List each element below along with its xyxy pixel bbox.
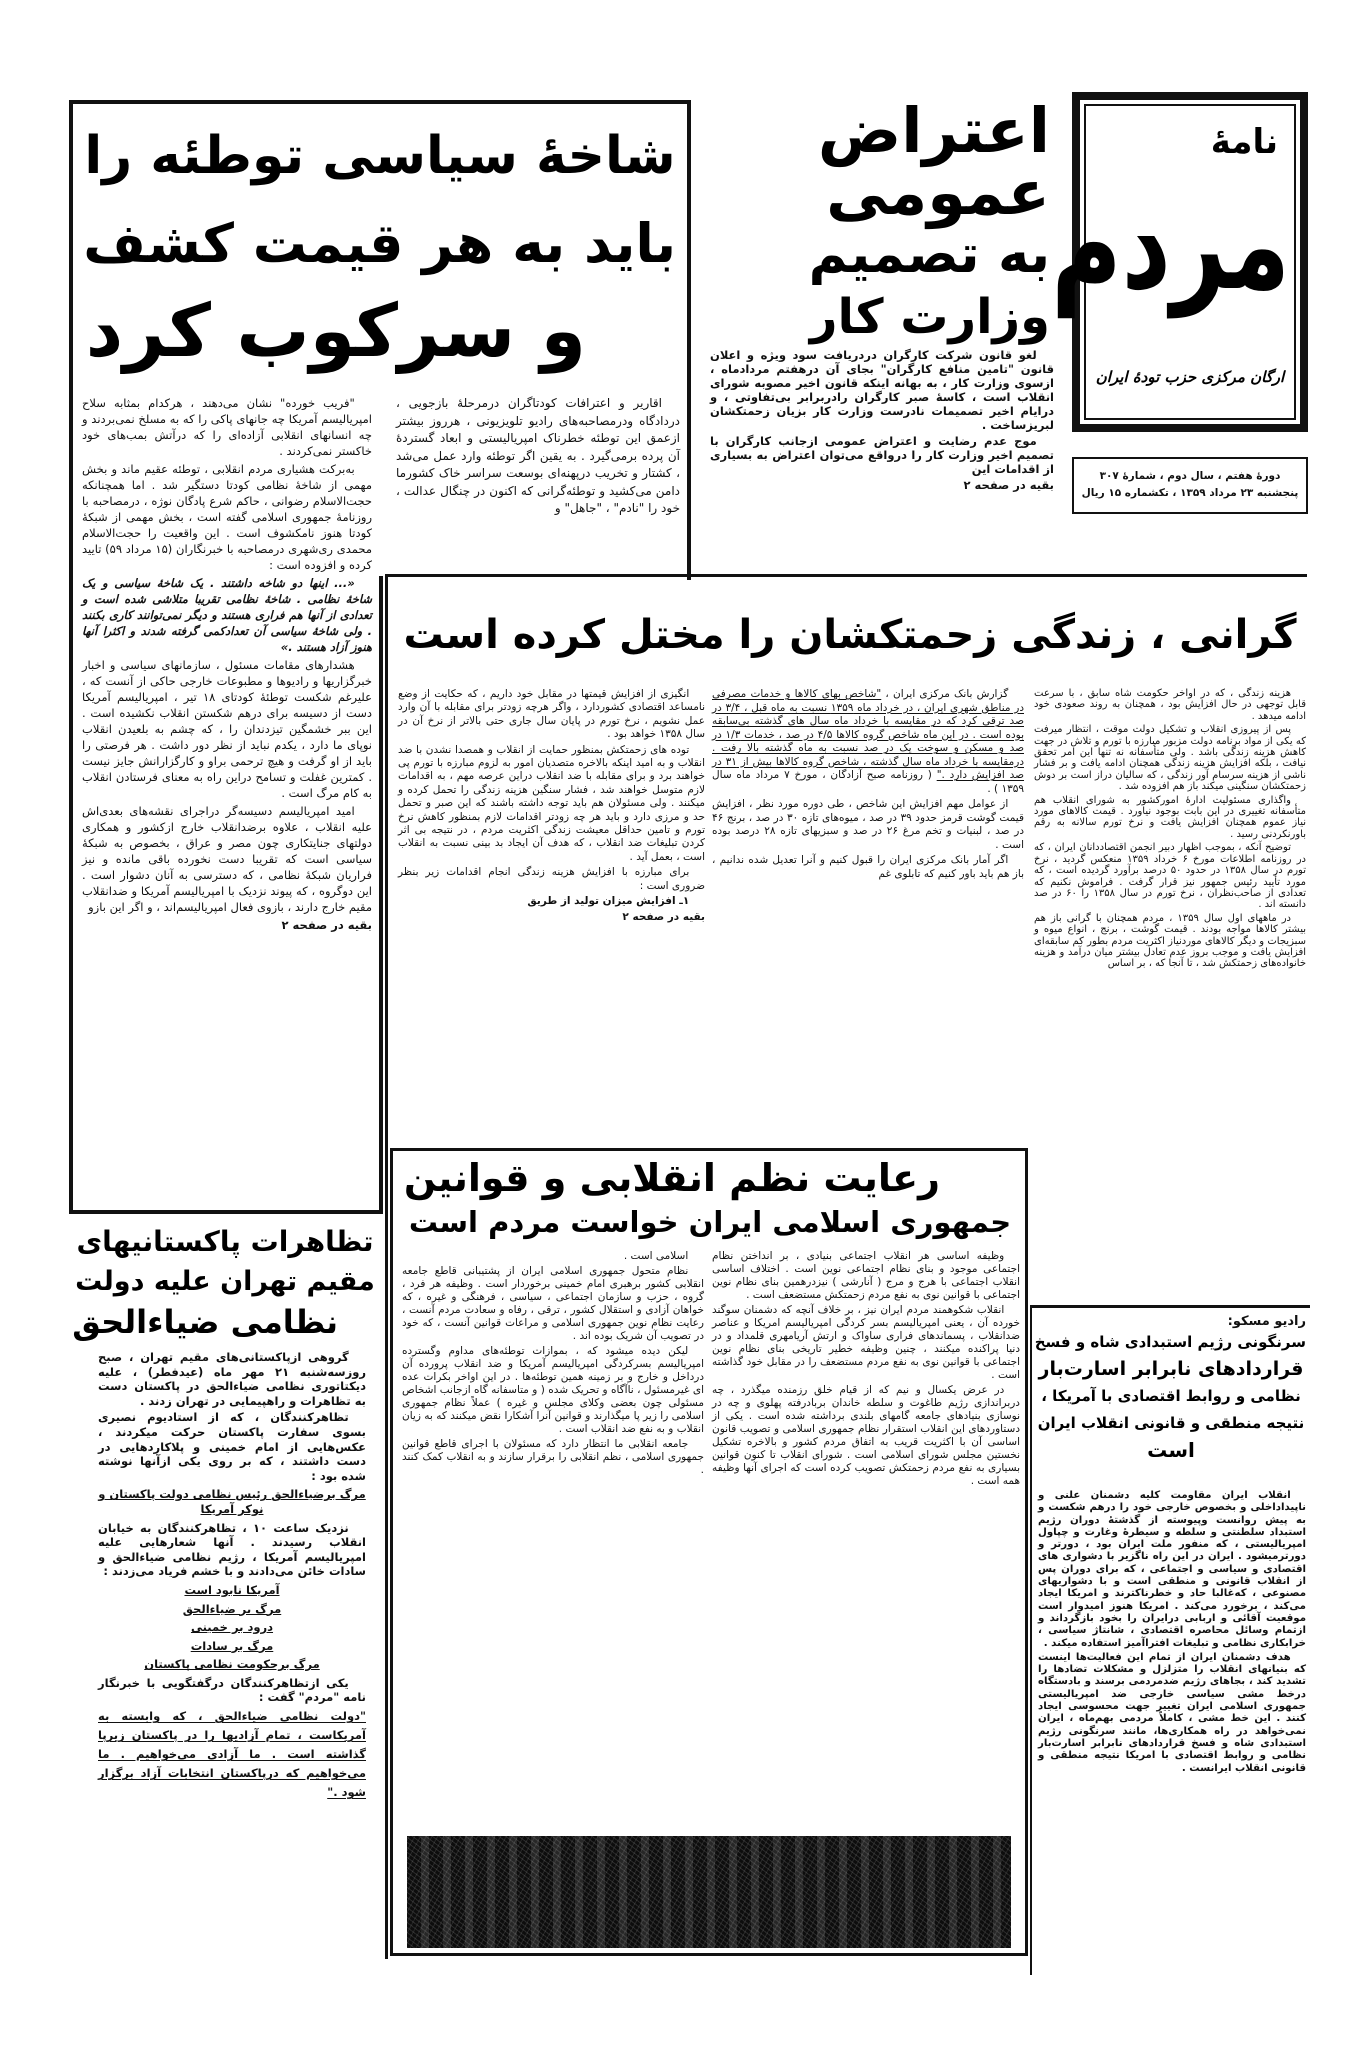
- labor-headline-line: عمومی: [826, 156, 1050, 229]
- continued-link[interactable]: بقیه در صفحه ۲: [963, 478, 1054, 492]
- pakistan-headline-line: نظامی ضیاءالحق: [72, 1303, 338, 1341]
- masthead-subtitle: ارگان مرکزی حزب تودهٔ ایران: [1095, 368, 1285, 386]
- coup-quote: «... اینها دو شاخه داشتند . یک شاخهٔ سیاسی و یک شاخهٔ نظامی . شاخهٔ نظامی تقریبا متلاشی شده است و تعدادی از آنها هم فراری هستند و دیگر نمی‌توانند کاری بکنند . ولی شاخهٔ سیاسی آن تعدادکمی گرفته شدند و اکثرا آنها هنوز آزاد هستند .»: [82, 576, 372, 654]
- prices-paragraph: اگر آمار بانک مرکزی ایران را قبول کنیم و آنرا تعدیل شده ندانیم ، باز هم باید باور کنیم که تابلوی غم: [712, 854, 1024, 880]
- coup-paragraph: امید امپریالیسم دسیسه‌گر دراجرای نقشه‌های بعدی‌اش علیه انقلاب ، علاوه برضدانقلاب خارج ازکشور و همکاری دولتهای جنایتکاری چون مصر و عراق ، بخصوص به شبکهٔ سیاسی است که تقریبا دست نخورده باقی مانده و نیز فراریان شبکهٔ نظامی ، که دسترسی به آنان دشوار است . این دوگروه ، که پیوند نزدیک با امپریالیسم آمریکا و ضدانقلاب مقیم خارج دارند ، بازوی فعال امپریالیسم‌اند ، و اگر این بازو: [82, 804, 372, 914]
- pakistan-quote: "دولت نظامی ضیاءالحق ، که وابسته به آمریکاست ، تمام آزادیها را در پاکستان زیرپا گذاشته است . ما آزادی می‌خواهیم . ما می‌خواهیم که درپاکستان انتخابات آزاد برگزار شود .": [98, 1709, 366, 1800]
- order-paragraph: در عرض یکسال و نیم که از قیام خلق رزمنده میگذرد ، چه دربراندازی رژیم طاغوت و سلطه خاندان بربادرفته پهلوی و چه در نوسازی بنیادهای جامعه گامهای بلندی برداشته شده است . یکی از دستاوردهای این انقلاب استقرار نظام جمهوری اسلامی و تصویب قانون اساسی آن با اکثریت قریب به اتفاق مردم کشور و بالاخره تشکیل نخستین مجلس شورای اسلامی است . شورای انقلاب تا کنون قوانین بسیاری به نفع مردم زحمتکش تصویب کرده است که اجرای آنها وظیفه همه است .: [712, 1384, 1020, 1487]
- prices-bank-intro: گزارش بانک مرکزی ایران ،: [881, 688, 1009, 700]
- article-labor: [706, 94, 1058, 565]
- moscow-paragraph: انقلاب ایران مقاومت کلیه دشمنان علنی و ناپیداداخلی و بخصوص خارجی خود را درهم شکست و به پیش روانست وپیوسته از گذشتهٔ دوران رژیم استبداد سلطنتی و سلطه و سیطرهٔ وغارت و چپاول امپریالیستی ، که منفور ملت ایران بود ، دورتر و دورترمیشود . ایران در این راه ناگزیر با دشواری های اقتصادی و سیاسی و اجتماعی ، که برای دوران پس از انقلاب قانونی و منطقی است و با دشواریهای مصنوعی ، که‌غالبا حاد و خطرناکترند و امریکا ایجاد می‌کند ، برخورد می‌کند . امریکا هنوز امیدوار است موقعیت آقائی و اربابی درایران را بخود بازگرداند و ازتمام وسائل محاصره اقتصادی ، شانتاژ سیاسی ، خرابکاری نظامی و تبلیغات افتراآمیز استفاده میکند .: [1038, 1490, 1306, 1649]
- moscow-headline-line: است: [1147, 1438, 1195, 1462]
- moscow-headline-line: نتیجه منطقی و قانونی انقلاب ایران: [1037, 1414, 1305, 1432]
- masthead-logo: [1051, 92, 1308, 432]
- prices-bank-report: [712, 688, 1024, 796]
- moscow-kicker: رادیو مسکو:: [1227, 1314, 1306, 1329]
- prices-paragraph: از عوامل مهم افزایش این شاخص ، طی دوره مورد نظر ، افزایش قیمت گوشت قرمز حدود ۳۹ در صد ، میوه‌های تازه ۳۰ در صد ، برنج ۴۶ در صد ، لبنیات و تخم مرغ ۲۶ در صد و سبزیهای تازه ۲۸ درصد بوده است .: [712, 798, 1025, 851]
- prices-paragraph: توضیح آنکه ، بموجب اظهار دبیر انجمن اقتصاددانان ایران ، که در روزنامه اطلاعات مورخ ۶ خرداد ۱۳۵۹ منعکس گردید ، نرخ تورم در سال ۱۳۵۸ در حدود ۵۰ درصد برآورد گردیده است ، که مورد تأیید رئیس جمهور نیز قرار گرفت . فراموش نکنیم که تعدادی از صاحب‌نظران ، نرخ تورم در سال ۱۳۵۸ را ۶۰ در صد دانسته اند .: [1034, 842, 1306, 911]
- pakistan-headline-line: تظاهرات پاکستانیهای: [76, 1225, 374, 1258]
- coup-headline-line: شاخهٔ سیاسی توطئه را: [84, 126, 676, 186]
- order-paragraph: جامعه انقلابی ما انتظار دارد که مسئولان با اجرای قاطع قوانین جمهوری اسلامی ، نظم انقلابی را برقرار سازند و به انقلاب کمک کنند .: [402, 1438, 704, 1476]
- continued-link[interactable]: بقیه در صفحه ۲: [622, 910, 705, 923]
- divider: [385, 574, 388, 1959]
- labor-headline-line: اعتراض: [817, 94, 1050, 167]
- pakistan-slogan: مرگ بر سادات: [190, 1638, 274, 1653]
- prices-bank-quote: "شاخص بهای کالاها و خدمات مصرفی در مناطق شهری ایران ، در خرداد ماه ۱۳۵۹ نسبت به ماه قبل ، ۳/۴ در صد ترقی کرد که در مقایسه با خرداد ماه سال های گذشته بی‌سابقه بوده است . در این ماه شاخص گروه کالاها ۴/۵ در صد ، خدمات ۱/۳ در صد و مسکن و سوخت یک در صد نسبت به ماه گذشته بالا رفت . درمقایسه با خرداد ماه سال گذشته ، شاخص گروه کالاها بیش از ۳۱ در صد افزایش دارد .": [712, 688, 1025, 781]
- pakistan-paragraph: گروهی ازپاکستانی‌های مقیم تهران ، صبح روزسه‌شنبه ۲۱ مهر ماه (عیدفطر) ، علیه دیکتاتوری نظامی ضیاءالحق در پاکستان دست به تظاهرات و راهپیمایی در تهران زدند .: [98, 1350, 366, 1408]
- issue-info-box: [1072, 457, 1308, 514]
- issue-date-price: پنجشنبه ۲۳ مرداد ۱۳۵۹ ، تکشماره ۱۵ ریال: [1081, 487, 1299, 499]
- order-paragraph: وظیفه اساسی هر انقلاب اجتماعی بنیادی ، بر انداختن نظام اجتماعی موجود و بنای نظام اجتماعی نوین است . اختلاف اساسی انقلاب اجتماعی با هرج و مرج ( آنارشی ) نیزدرهمین بنای نظام نوین اجتماعی با قوانین نوی به نفع مردم زحمتکش مستضعف است .: [712, 1250, 1020, 1301]
- pakistan-slogan: آمریکا نابود است: [184, 1582, 280, 1597]
- pakistan-headline-line: مقیم تهران علیه دولت: [75, 1266, 375, 1297]
- order-paragraph: اسلامی است .: [623, 1250, 689, 1262]
- moscow-headline-line: سرنگونی رژیم استبدادی شاه و فسخ: [1034, 1333, 1306, 1351]
- pakistan-slogan: مرگ برحکومت نظامی پاکستان: [144, 1657, 320, 1672]
- prices-paragraph: واگذاری مسئولیت ادارهٔ امورکشور به شورای انقلاب هم متأسفانه تغییری در این بابت بوجود نیاورد . قیمت کالاهای مورد نیاز عموم همچنان افزایش یافت و نرخ تورم سالانه به رقم باورنکردنی رسید .: [1034, 794, 1306, 840]
- continued-link[interactable]: بقیه در صفحه ۲: [281, 918, 372, 932]
- divider: [1030, 1305, 1310, 1308]
- moscow-headline-line: نظامی و روابط اقتصادی با آمریکا ،: [1041, 1387, 1301, 1405]
- prices-bank-source: ( روزنامه صبح آزادگان ، مورخ ۷ مرداد ماه سال ۱۳۵۹ ) .: [712, 769, 1024, 795]
- moscow-headline-line: قراردادهای نابرابر اسارت‌بار: [1038, 1358, 1304, 1380]
- order-paragraph: انقلاب شکوهمند مردم ایران نیز ، بر خلاف آنچه که دشمنان سوگند خورده آن ، یعنی امپریالیسم بسر کردگی امپریالیسم امریکا و عناصر ضدانقلاب ، پسماندهای فراری ساواک و ارتش آریامهری قلمداد و در دنیا پراکنده میکنند ، چنین وظیفه خطیر تاریخی بنای نظام نوین اجتماعی با قوانین نوی به نفع مردم مستضعف را در مقابل خود گذاشته است .: [712, 1304, 1020, 1381]
- pakistan-placard: مرگ برضیاءالحق رئیس نظامی دولت پاکستان و نوکر آمریکا: [98, 1487, 366, 1516]
- pakistan-paragraph: یکی ازتظاهرکنندگان درگفتگویی با خبرنگار نامه "مردم" گفت :: [98, 1675, 366, 1705]
- pakistan-slogan: مرگ بر ضیاءالحق: [182, 1601, 282, 1616]
- coup-paragraph: به‌برکت هشیاری مردم انقلابی ، توطئه عقیم ماند و بخش مهمی از شاخهٔ نظامی کودتا دستگیر شد . اما همچنانکه حجت‌الاسلام رضوانی ، حاکم شرع پادگان نوژه ، درمصاحبه با روزنامهٔ جمهوری اسلامی گفته است ، بخش مهمی از شبکهٔ کودتا هنوز نامکشوف است . این واقعیت را حجت‌الاسلام محمدی ری‌شهری درمصاحبه با خبرنگاران (۱۵ مرداد ۵۹) تایید کرده و افزوده است :: [82, 462, 372, 572]
- prices-headline: گرانی ، زندگی زحمتکشان را مختل کرده است: [403, 612, 1297, 658]
- issue-number: دورهٔ هفتم ، سال دوم ، شمارهٔ ۳۰۷: [1099, 470, 1281, 482]
- prices-paragraph: پس از پیروزی انقلاب و تشکیل دولت موقت ، انتظار میرفت که یکی از مواد برنامه دولت مزبور مبارزه با تورم و تلاش در جهت کاهش هزینه زندگی باشد . ولی متأسفانه نه تنها این امر تحقق نیافت ، بلکه افزایش هزینه زندگی همچنان ادامه یافت و بر فشار ناشی از هزینه سرسام آور زندگی ، که سالیان دراز است بر دوش زحمتکشان سنگینی میکند باز هم افزوده شد .: [1034, 724, 1306, 793]
- labor-headline-line: وزارت کار: [809, 289, 1050, 345]
- divider: [385, 574, 1307, 577]
- pakistan-paragraph: نزدیک ساعت ۱۰ ، تظاهرکنندگان به خیابان انقلاب رسیدند . آنها شعارهایی علیه امپریالیسم آمریکا ، رژیم نظامی ضیاءالحق و سادات خائن می‌دادند و با خشم فریاد می‌زدند :: [98, 1520, 366, 1579]
- moscow-paragraph: هدف دشمنان ایران از تمام این فعالیت‌ها اینست که بنیانهای انقلاب را متزلزل و مشکلات تضادها را تشدید کند ، بجاهای رژیم ضدمردمی برسند و بادستگاه درخط مشی سیاسی خارجی ضد امپریالیستی جمهوری اسلامی ایران تغییر جهت محسوسی ایجاد کنند . این خط مشی ، کاملاً مردمی بهم‌ماه ، ایران نمی‌خواهد در راه همکاری‌ها، مانند سرنگونی رژیم استبدادی شاه و فسخ قراردادهای نابرابر اسارت‌بار نظامی و روابط اقتصادی با امریکا نتیجه منطقی و قانونی انقلاب ایرانست .: [1038, 1651, 1306, 1774]
- order-headline-line: رعایت نظم انقلابی و قوانین: [403, 1156, 940, 1200]
- order-headline-line: جمهوری اسلامی ایران خواست مردم است: [408, 1205, 1012, 1239]
- masthead-name: مردم: [1051, 172, 1290, 318]
- coup-paragraph: اقاریر و اعترافات کودتاگران درمرحلهٔ بازجویی ، دردادگاه ودرمصاحبه‌های رادیو تلویزیونی ، هرروز بیشتر ازعمق این توطئه خطرناک امپریالیستی و ابعاد گستردهٔ آن پرده برمی‌گیرد . به یقین اگر توطئه وارد عمل می‌شد ، کشتار و تخریب درپهنه‌ای بوسعت سراسر خاک کشورما دامن می‌کشید و توطئه‌گرانی که اکنون در چنگال عدالت ، خود را "نادم" ، "جاهل" و: [396, 396, 680, 515]
- prices-paragraph: برای مبارزه با افزایش هزینه زندگی انجام اقدامات زیر بنظر ضروری است :: [398, 866, 705, 892]
- labor-paragraph: لغو قانون شرکت کارگران دردریافت سود ویژه و اعلان قانون "تامین منافع کارگران" بجای آن درهفتم مردادماه ، ازسوی وزارت کار ، به بهانه اینکه قانون اخیر مصوبه شورای انقلاب است ، کاسهٔ صبر کارگران رادربرابر بی‌تفاوتی ، و درایام اخیر تصمیمات نادرست وزارت کار بزیان زحمتکشان لبریزساخت .: [710, 348, 1054, 432]
- prices-paragraph: توده های زحمتکش بمنظور حمایت از انقلاب و همصدا نشدن با ضد انقلاب و به امید اینکه بالاخره متصدیان امور به لزوم مبارزه با تورم پی خواهند برد و برای مقابله با ضد انقلاب دراین عرصه مهم ، به اقدامات لازم متوسل خواهند شد ، فشار سنگین هزینه زندگی را تحمل کرده و میکنند . ولی مسئولان هم باید توجه داشته باشند که این صبر و تحمل حد و مرزی دارد و باید هر چه زودتر اقدامات لازم بمنظور کاهش نرخ تورم و تامین حداقل معیشت زندگی اکثریت مردم ، در نتیجه بی اثر کردن تبلیغات ضد انقلاب ، که هدف آن ایجاد بد بینی نسبت به انقلاب است ، بعمل آید .: [398, 743, 705, 863]
- coup-paragraph: "فریب خورده" نشان می‌دهند ، هرکدام بمثابه سلاح امپریالیسم آمریکا چه جانهای پاکی را که به مسلخ نمی‌بردند و چه انسانهای انقلابی آزاده‌ای را که درآتش بمب‌های خود خاکستر نمی‌کردند .: [82, 396, 372, 458]
- pakistan-slogan: درود بر خمینی: [190, 1620, 274, 1635]
- order-paragraph: لیکن دیده میشود که ، بموازات توطئه‌های مداوم وگسترده امپریالیسم بسرکردگی امپریالیسم آمریکا و ضد انقلاب پرورده آن درداخل و خارج و بر زمینه همین توطئه‌ها . در این اواخر بکرات عده ای غیرمسئول ، ناآگاه و تحریک شده ( و متاسفانه گاه ازجانب اشخاص مسئولی چون بعضی وکلای مجلس و غیره ) عملاً نظام جمهوری اسلامی را زیر پا میگذارند و قوانین آنرا آشکارا نقض میکنند که به زیان انقلاب و به نفع ضد انقلاب است .: [402, 1345, 704, 1435]
- news-photo: [407, 1836, 1011, 1948]
- labor-headline-line: به تصمیم: [808, 224, 1050, 285]
- order-paragraph: نظام متحول جمهوری اسلامی ایران از پشتیبانی قاطع جامعه انقلابی کشور برهبری امام خمینی برخوردار است . وظیفه هر فرد ، گروه ، حزب و سازمان اجتماعی ، سیاسی ، فرهنگی و غیره ، که خواهان آزادی و استقلال کشور ، ترقی ، رفاه و سعادت مردم آنست ، رعایت نظام نوین جمهوری اسلامی و مراعات قوانین آنست ، که خود در تصویب آن شریک بوده اند .: [402, 1265, 704, 1342]
- coup-headline-line: و سرکوب کرد: [85, 289, 586, 374]
- coup-headline-line: باید به هر قیمت کشف: [83, 212, 676, 275]
- labor-paragraph: موج عدم رضایت و اعتراض عمومی ازجانب کارگران با تصمیم اخیر وزارت کار را درواقع می‌توان اعتراض به بسیاری از اقدامات این: [710, 434, 1054, 476]
- prices-paragraph: ۱ـ افزایش میزان تولید از طریق: [527, 895, 690, 908]
- prices-paragraph: هزینه زندگی ، که در اواخر حکومت شاه سابق ، با سرعت قابل توجهی در حال افزایش بود ، همچنان به روند صعودی خود ادامه میدهد .: [1034, 688, 1306, 722]
- divider: [1030, 1305, 1032, 1975]
- prices-paragraph: در ماههای اول سال ۱۳۵۹ ، مردم همچنان با گرانی باز هم بیشتر کالاها مواجه بودند . قیمت گوشت ، برنج ، انواع میوه و سبزیجات و دیگر کالاهای موردنیاز اکثریت مردم بطور کم سابقه‌ای افزایش یافت و موجب بروز عدم تعادل بیشتر میان درآمد و هزینه خانواده‌های زحمتکش شد ، تا آنجا که ، بر اساس: [1034, 912, 1306, 970]
- pakistan-paragraph: تظاهرکنندگان ، که از استادیوم نصیری بسوی سفارت پاکستان حرکت میکردند ، عکس‌هایی از امام خمینی و پلاکاردهایی در دست داشتند ، که بر روی یکی ازآنها نوشته شده بود :: [98, 1410, 366, 1483]
- prices-paragraph: انگیزی از افزایش قیمتها در مقابل خود داریم ، که حکایت از وضع نامساعد اقتصادی کشوردارد ، واگر هرچه زودتر برای مقابله با آن وارد عمل نشویم ، نرخ تورم در پایان سال جاری حتی بالاتر از نرخ آن در سال ۱۳۵۸ خواهد بود .: [398, 688, 705, 741]
- masthead-name-top: نامهٔ: [1210, 122, 1278, 162]
- coup-paragraph: هشدارهای مقامات مسئول ، سازمانهای سیاسی و اخبار خبرگزاریها و رادیوها و مطبوعات خارجی حاکی از آنست که ، علیرغم شکست توطئهٔ کودتای ۱۸ تیر ، امپریالیسم آمریکا دست از دسیسه برای درهم شکستن انقلاب نکشیده است . این ببر خشمگین تیزدندان را ، که چشم به بلعیدن انقلاب نوپای ما دارد ، یکدم نباید از نظر دور داشت . هر فرصتی را باید از او گرفت و هیچ ترحمی براو و کارگزارانش جایز نیست . کمترین غفلت و تسامح دراین راه به معنای فرستادن انقلاب به کام مرگ است .: [82, 658, 372, 800]
